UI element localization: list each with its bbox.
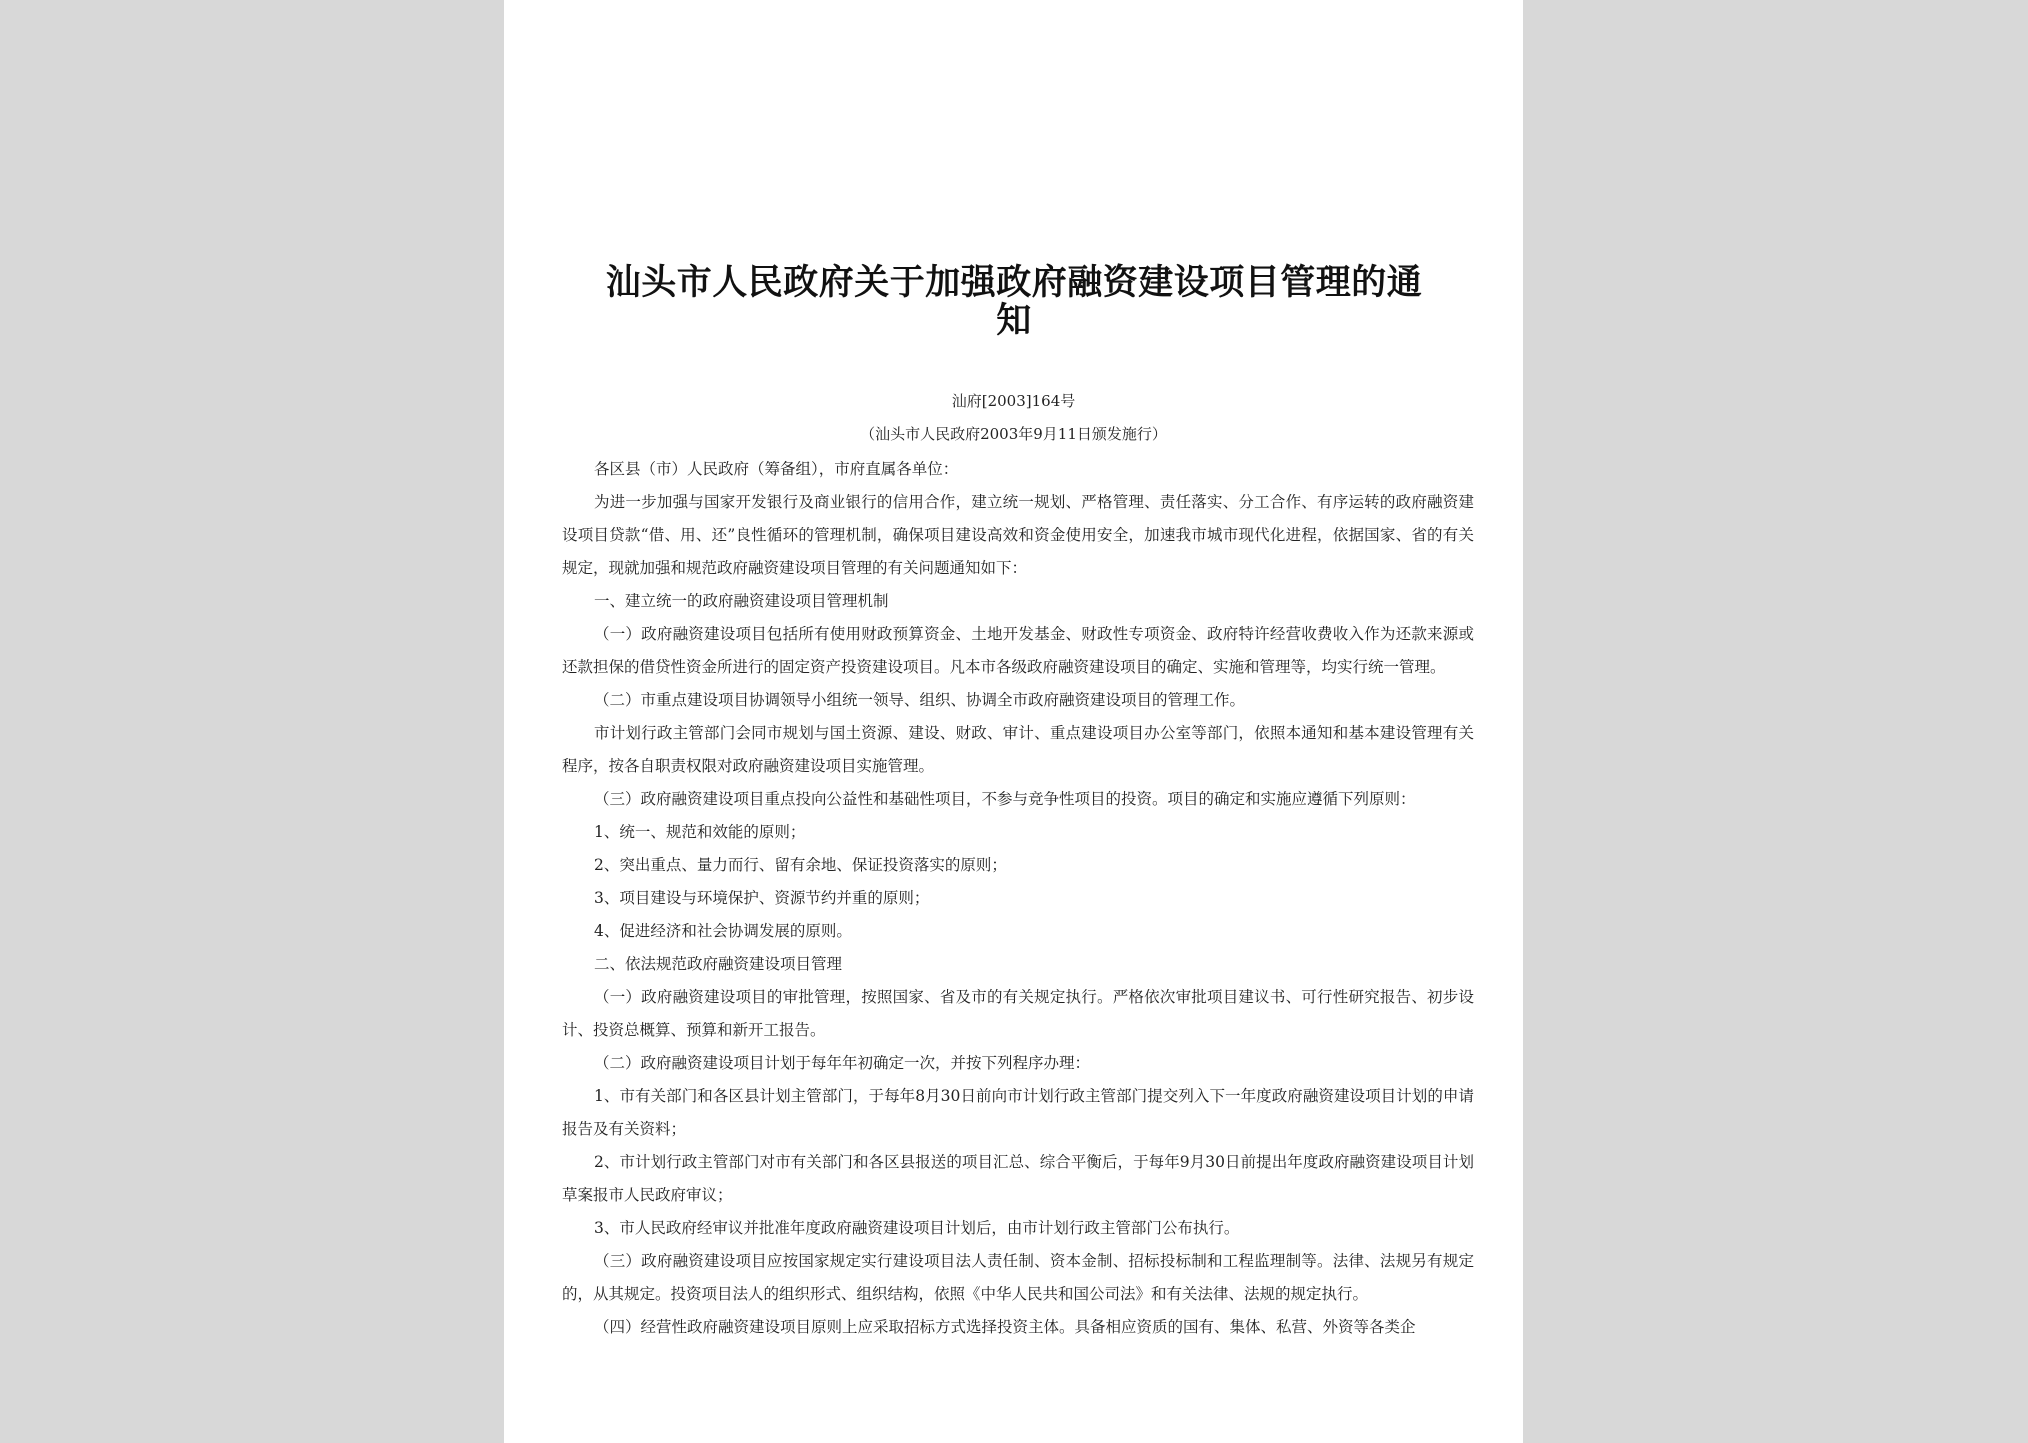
list-item: 3、项目建设与环境保护、资源节约并重的原则；	[594, 889, 930, 907]
paragraph: （四）经营性政府融资建设项目原则上应采取招标方式选择投资主体。具备相应资质的国有、集体、私营、外资等各类企	[594, 1318, 1416, 1336]
list-item: 3、市人民政府经审议并批准年度政府融资建设项目计划后，由市计划行政主管部门公布执行。	[594, 1219, 1240, 1237]
issued-note: （汕头市人民政府2003年9月11日颁发施行）	[860, 425, 1167, 443]
paragraph: （二）市重点建设项目协调领导小组统一领导、组织、协调全市政府融资建设项目的管理工作。	[594, 691, 1246, 709]
document-body	[562, 453, 1474, 1344]
list-item: 4、促进经济和社会协调发展的原则。	[594, 922, 852, 940]
section-heading: 一、建立统一的政府融资建设项目管理机制	[594, 592, 889, 610]
paragraph: （一）政府融资建设项目的审批管理，按照国家、省及市的有关规定执行。严格依次审批项目建议书、可行性研究报告、初步设计、投资总概算、预算和新开工报告。	[562, 988, 1474, 1039]
paragraph: 市计划行政主管部门会同市规划与国土资源、建设、财政、审计、重点建设项目办公室等部门，依照本通知和基本建设管理有关程序，按各自职责权限对政府融资建设项目实施管理。	[562, 724, 1474, 775]
list-item: 2、突出重点、量力而行、留有余地、保证投资落实的原则；	[594, 856, 1007, 874]
paragraph: （三）政府融资建设项目重点投向公益性和基础性项目，不参与竞争性项目的投资。项目的确定和实施应遵循下列原则：	[594, 790, 1416, 808]
list-item: 1、市有关部门和各区县计划主管部门，于每年8月30日前向市计划行政主管部门提交列入下一年度政府融资建设项目计划的申请报告及有关资料；	[562, 1087, 1474, 1138]
paragraph: 为进一步加强与国家开发银行及商业银行的信用合作，建立统一规划、严格管理、责任落实、分工合作、有序运转的政府融资建设项目贷款“借、用、还”良性循环的管理机制，确保项目建设高效和资金使用安全，加速我市城市现代化进程，依据国家、省的有关规定，现就加强和规范政府融资建设项目管理的有关问题通知如下：	[562, 493, 1474, 577]
document-number: 汕府[2003]164号	[951, 392, 1076, 410]
paragraph: （一）政府融资建设项目包括所有使用财政预算资金、土地开发基金、财政性专项资金、政府特许经营收费收入作为还款来源或还款担保的借贷性资金所进行的固定资产投资建设项目。凡本市各级政府融资建设项目的确定、实施和管理等，均实行统一管理。	[562, 625, 1474, 676]
document-title: 汕头市人民政府关于加强政府融资建设项目管理的通知	[605, 262, 1423, 341]
document-page	[504, 0, 1523, 1443]
paragraph: （二）政府融资建设项目计划于每年年初确定一次，并按下列程序办理：	[594, 1054, 1091, 1072]
paragraph: （三）政府融资建设项目应按国家规定实行建设项目法人责任制、资本金制、招标投标制和工程监理制等。法律、法规另有规定的，从其规定。投资项目法人的组织形式、组织结构，依照《中华人民共和国公司法》和有关法律、法规的规定执行。	[562, 1252, 1474, 1303]
list-item: 1、统一、规范和效能的原则；	[594, 823, 806, 841]
section-heading: 二、依法规范政府融资建设项目管理	[594, 955, 843, 973]
paragraph: 各区县（市）人民政府（筹备组），市府直属各单位：	[594, 460, 959, 478]
list-item: 2、市计划行政主管部门对市有关部门和各区县报送的项目汇总、综合平衡后，于每年9月30日前提出年度政府融资建设项目计划草案报市人民政府审议；	[562, 1153, 1474, 1204]
